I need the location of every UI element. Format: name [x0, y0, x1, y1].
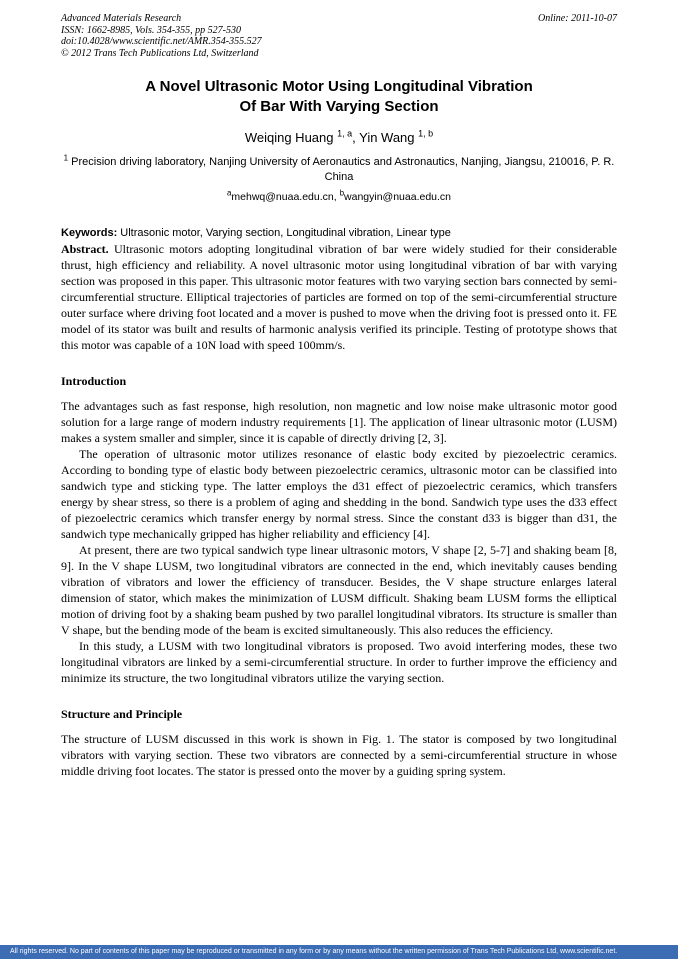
journal-header-top-row [61, 13, 617, 25]
doi-line: doi:10.4028/www.scientific.net/AMR.354-355.527 [61, 36, 262, 47]
keywords-label: Keywords: [61, 227, 121, 239]
authors-line [61, 129, 617, 146]
affiliation [61, 155, 617, 185]
introduction-paragraph-3: At present, there are two typical sandwich type linear ultrasonic motors, V shape [2, 5-7] and shaking beam [8, 9]. In the V shape LUSM, two longitudinal vibrators are connected in the end, which inevitably causes bending vibration of vibrators and lower the efficiency of transducer. Besides, the V shape structure enlarges lateral dimension of stator, which makes the minimization of LUSM difficult. Shaking beam LUSM forms the elliptical motion of driving foot by a shaking beam pushed by two parallel longitudinal vibrators. Its structure is smaller than V shape, but the bending mode of the beam is excited simultaneously. This also reduces the efficiency. [61, 543, 617, 637]
paper-body [61, 241, 617, 779]
author-1-name: Weiqing Huang [244, 130, 338, 145]
email-a-address: mehwq@nuaa.edu.cn, [231, 191, 340, 203]
issn-line: ISSN: 1662-8985, Vols. 354-355, pp 527-530 [61, 24, 241, 36]
paper-title-line2: Of Bar With Varying Section [239, 98, 439, 115]
affiliation-marker: 1 [63, 153, 69, 163]
introduction-paragraph-1: The advantages such as fast response, high resolution, non magnetic and low noise make ultrasonic motor good solution for a large range of modern industry requirements [1]. The application of linear ultrasonic motor (LUSM) makes a system smaller and simpler, since it is capable of directly driving [2, 3]. [61, 399, 617, 445]
abstract-text: Ultrasonic motors adopting longitudinal vibration of bar were widely studied for their considerable thrust, high efficiency and reliability. A novel ultrasonic motor using longitudinal vibration of bar with varying section was proposed in this paper. This ultrasonic motor features with two varying section bars connected by semi-circumferential structure. Elliptical trajectories of particles are formed on top of the semi-circumferential structure outer surface where driving foot located and a mover is pushed to move when the driving foot is pressed onto it. FE model of its stator was built and results of harmonic analysis verified its principle. Testing of prototype shows that this motor was capable of a 10N load with speed 100mm/s. [61, 242, 618, 352]
paper-title-line1: A Novel Ultrasonic Motor Using Longitudinal Vibration [145, 78, 533, 95]
footer-rights-text: All rights reserved. No part of contents of this paper may be reproduced or transmitted in any form or by any means without the written permission of Trans Tech Publications Ltd, www.scientific.net. [10, 948, 618, 955]
introduction-paragraph-4: In this study, a LUSM with two longitudinal vibrators is proposed. Two avoid interfering modes, these two longitudinal vibrators are linked by a semi-circumferential structure. In order to further improve the efficiency and minimize its structure, the two longitudinal vibrators utilize the varying section. [61, 639, 617, 685]
footer-bar [0, 945, 678, 959]
section-heading-introduction: Introduction [61, 374, 127, 388]
email-b-marker: b [339, 188, 345, 198]
paper-title [61, 77, 617, 117]
structure-paragraph-1: The structure of LUSM discussed in this work is shown in Fig. 1. The stator is composed by two longitudinal vibrators with varying section. These two vibrators are connected by a semi-circumferential structure in whose middle driving foot locates. The stator is pressed onto the mover by a guiding spring system. [61, 732, 617, 778]
abstract-label: Abstract. [61, 242, 114, 256]
online-date: Online: 2011-10-07 [538, 13, 617, 24]
keywords-line [61, 226, 617, 241]
journal-name: Advanced Materials Research [61, 13, 182, 24]
email-b-address: wangyin@nuaa.edu.cn [344, 191, 452, 203]
email-a-marker: a [226, 188, 232, 198]
author-2-affiliation-marker: 1, b [418, 128, 434, 139]
journal-header [61, 13, 617, 59]
copyright-line: © 2012 Trans Tech Publications Ltd, Switzerland [61, 47, 259, 59]
abstract-paragraph [61, 241, 617, 353]
keywords-text: Ultrasonic motor, Varying section, Longitudinal vibration, Linear type [120, 227, 451, 239]
introduction-paragraph-2: The operation of ultrasonic motor utilizes resonance of elastic body excited by piezoelectric ceramics. According to bonding type of elastic body between piezoelectric ceramics, ultrasonic motor can be classified into sandwich type and sticking type. The latter employs the d31 effect of piezoelectric ceramics, which transfers energy by shear stress, so there is a problem of aging and shedding in the bond. Sandwich type uses the d33 effect of piezoelectric ceramics which transfer energy by normal stress. Since the constant d33 is bigger than d31, the sandwich type mechanically gripped has higher reliability and efficiency [4]. [61, 447, 617, 541]
author-2-name: Yin Wang [359, 130, 419, 145]
affiliation-text: Precision driving laboratory, Nanjing University of Aeronautics and Astronautics, Nanjing, Jiangsu, 210016, P. R. China [68, 156, 615, 183]
author-emails [61, 188, 617, 204]
section-heading-structure-and-principle: Structure and Principle [61, 707, 183, 721]
authors-separator: , [352, 130, 360, 145]
author-1-affiliation-marker: 1, a [337, 128, 353, 139]
